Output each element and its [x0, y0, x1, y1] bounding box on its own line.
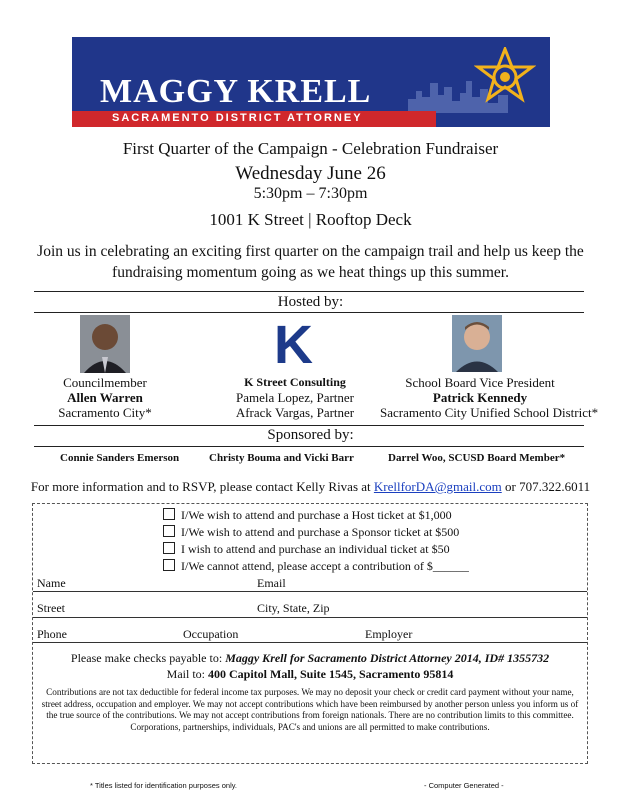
- host-affiliation: Sacramento City*: [58, 405, 152, 420]
- host-title: School Board Vice President: [405, 375, 555, 390]
- form-line: [33, 591, 587, 592]
- mail-address: 400 Capitol Mall, Suite 1545, Sacramento 95814: [208, 667, 454, 681]
- option-label: I/We cannot attend, please accept a contribution of $______: [181, 559, 469, 573]
- name-field-label: Name: [37, 576, 66, 590]
- event-headline: First Quarter of the Campaign - Celebration Fundraiser: [122, 139, 499, 158]
- host-photo-allen-warren: [80, 315, 130, 373]
- sponsor-item: Christy Bouma and Vicki Barr: [209, 452, 354, 464]
- intro-line-2: fundraising momentum going as we heat things up this summer.: [112, 264, 509, 281]
- mail-prefix: Mail to:: [166, 667, 208, 681]
- host-name: Patrick Kennedy: [432, 390, 528, 405]
- reply-form: [32, 503, 588, 764]
- checkbox[interactable]: [163, 559, 175, 571]
- divider: [34, 425, 584, 426]
- event-venue: 1001 K Street | Rooftop Deck: [209, 210, 412, 229]
- checkbox[interactable]: [163, 542, 175, 554]
- host-title: Councilmember: [63, 375, 147, 390]
- host-patrick-kennedy: [380, 375, 599, 420]
- sponsor-item: Connie Sanders Emerson: [60, 452, 180, 464]
- k-street-logo-icon: [272, 313, 318, 373]
- rsvp-email-link[interactable]: KrellforDA@gmail.com: [373, 479, 502, 494]
- city-field-label: City, State, Zip: [257, 601, 330, 615]
- phone-field-label: Phone: [37, 627, 67, 641]
- intro-line-1: Join us in celebrating an exciting first quarter on the campaign trail and help us keep the: [37, 243, 584, 260]
- event-time: 5:30pm – 7:30pm: [253, 185, 368, 202]
- host-allen-warren: [57, 375, 153, 420]
- form-line: [33, 642, 587, 643]
- host-affiliation: Sacramento City Unified School District*: [380, 405, 599, 420]
- host-partner: Pamela Lopez, Partner: [235, 390, 355, 405]
- option-label: I/We wish to attend and purchase a Host ticket at $1,000: [181, 508, 452, 522]
- divider: [34, 291, 584, 292]
- rsvp-prefix: For more information and to RSVP, please contact Kelly Rivas at: [30, 479, 374, 494]
- campaign-banner: [72, 37, 550, 127]
- checkbox[interactable]: [163, 525, 175, 537]
- host-k-street-consulting: [222, 375, 368, 420]
- contribution-disclaimer: Contributions are not tax deductible for federal income tax purposes. We may no deposit your check or credit card payment without your name, street address, occupation and employer. We may not accept contributions which have been reimbursed by another person unless you inform us of the true source of the contributions. We may not accept contributions from foreign nationals. There are no contribution limits to this committee. Corporations, partnerships, individuals, PAC's and unions are all permitted to make contributions.: [41, 687, 579, 732]
- sponsor-item: Darrel Woo, SCUSD Board Member*: [388, 452, 566, 464]
- host-ticket-option[interactable]: [163, 508, 452, 523]
- mail-to-line: [33, 667, 587, 682]
- host-partner: Afrack Vargas, Partner: [235, 405, 355, 420]
- footer-generated: - Computer Generated -: [424, 781, 504, 790]
- hosted-by-title: Hosted by:: [277, 294, 344, 310]
- logo-letter: K: [274, 315, 313, 373]
- checks-payee: Maggy Krell for Sacramento District Attorney 2014, ID# 1355732: [225, 651, 550, 665]
- event-intro: [0, 241, 621, 283]
- footer-note: * Titles listed for identification purposes only.: [90, 781, 238, 790]
- rsvp-line: [0, 479, 621, 495]
- host-name: Allen Warren: [67, 390, 143, 405]
- form-line: [33, 617, 587, 618]
- sponsored-by-title: Sponsored by:: [267, 427, 354, 443]
- checkbox[interactable]: [163, 508, 175, 520]
- divider: [34, 446, 584, 447]
- email-field-label: Email: [257, 576, 286, 590]
- banner-subtitle: SACRAMENTO DISTRICT ATTORNEY: [112, 112, 363, 124]
- sponsor-ticket-option[interactable]: [163, 525, 459, 540]
- host-photo-patrick-kennedy: [452, 315, 502, 372]
- contribution-option[interactable]: [163, 559, 469, 574]
- banner-name: MAGGY KRELL: [100, 73, 372, 110]
- sheriff-star-icon: [474, 47, 536, 109]
- checks-payable-line: [33, 651, 587, 666]
- event-date: Wednesday June 26: [235, 163, 386, 184]
- employer-field-label: Employer: [365, 627, 413, 641]
- individual-ticket-option[interactable]: [163, 542, 450, 557]
- checks-prefix: Please make checks payable to:: [70, 651, 226, 665]
- street-field-label: Street: [37, 601, 65, 615]
- option-label: I wish to attend and purchase an individual ticket at $50: [181, 542, 450, 556]
- occupation-field-label: Occupation: [183, 627, 239, 641]
- host-org-name: K Street Consulting: [244, 375, 346, 389]
- rsvp-suffix: or 707.322.6011: [501, 479, 591, 494]
- option-label: I/We wish to attend and purchase a Sponsor ticket at $500: [181, 525, 460, 539]
